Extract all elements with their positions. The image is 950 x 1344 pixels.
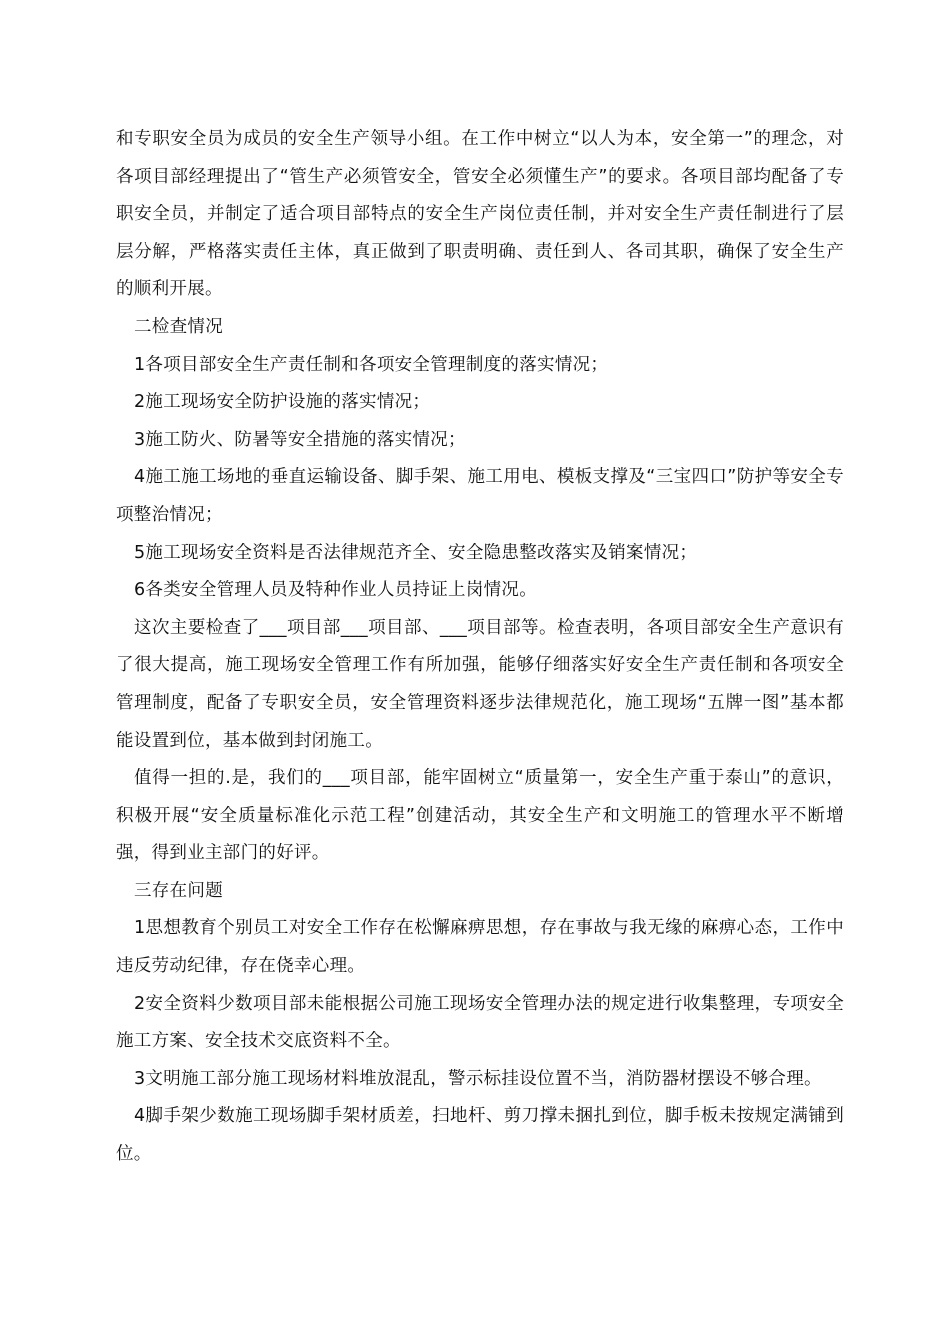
- issue-item-1: 1思想教育个别员工对安全工作存在松懈麻痹思想，存在事故与我无缘的麻痹心态，工作中违反劳动纪律，存在侥幸心理。: [116, 918, 844, 977]
- check-item-4: 4施工施工场地的垂直运输设备、脚手架、施工用电、模板支撑及“三宝四口”防护等安全专项整治情况；: [116, 467, 844, 525]
- issue-item-2: 2安全资料少数项目部未能根据公司施工现场安全管理办法的规定进行收集整理，专项安全施工方案、安全技术交底资料不全。: [116, 993, 844, 1052]
- check-item-5: 5施工现场安全资料是否法律规范齐全、安全隐患整改落实及销案情况；: [134, 542, 698, 563]
- section-heading-issues: 三存在问题: [134, 880, 223, 901]
- praise-paragraph: 值得一担的.是，我们的___项目部，能牢固树立“质量第一，安全生产重于泰山”的意识，积极开展“安全质量标准化示范工程”创建活动，其安全生产和文明施工的管理水平不断增强，得到业主部门的好评。: [116, 768, 844, 864]
- check-item-1: 1各项目部安全生产责任制和各项安全管理制度的落实情况；: [134, 354, 609, 375]
- check-item-3: 3施工防火、防暑等安全措施的落实情况；: [134, 429, 466, 450]
- document-page: [116, 121, 844, 1174]
- issue-item-4: 4脚手架少数施工现场脚手架材质差，扫地杆、剪刀撑未捆扎到位，脚手板未按规定满铺到位。: [116, 1106, 844, 1165]
- check-item-6: 6各类安全管理人员及特种作业人员持证上岗情况。: [134, 580, 538, 601]
- check-item-2: 2施工现场安全防护设施的落实情况；: [134, 392, 431, 413]
- section-heading-inspection: 二检查情况: [134, 316, 223, 337]
- issue-item-3: 3文明施工部分施工现场材料堆放混乱，警示标挂设位置不当，消防器材摆设不够合理。: [134, 1068, 822, 1089]
- intro-paragraph: 和专职安全员为成员的安全生产领导小组。在工作中树立“以人为本，安全第一”的理念，对各项目部经理提出了“管生产必须管安全，管安全必须懂生产”的要求。各项目部均配备了专职安全员，并制定了适合项目部特点的安全生产岗位责任制，并对安全生产责任制进行了层层分解，严格落实责任主体，真正做到了职责明确、责任到人、各司其职，确保了安全生产的顺利开展。: [116, 129, 844, 300]
- summary-paragraph: 这次主要检查了___项目部___项目部、___项目部等。检查表明，各项目部安全生产意识有了很大提高，施工现场安全管理工作有所加强，能够仔细落实好安全生产责任制和各项安全管理制度，配备了专职安全员，安全管理资料逐步法律规范化，施工现场“五牌一图”基本都能设置到位，基本做到封闭施工。: [116, 617, 844, 751]
